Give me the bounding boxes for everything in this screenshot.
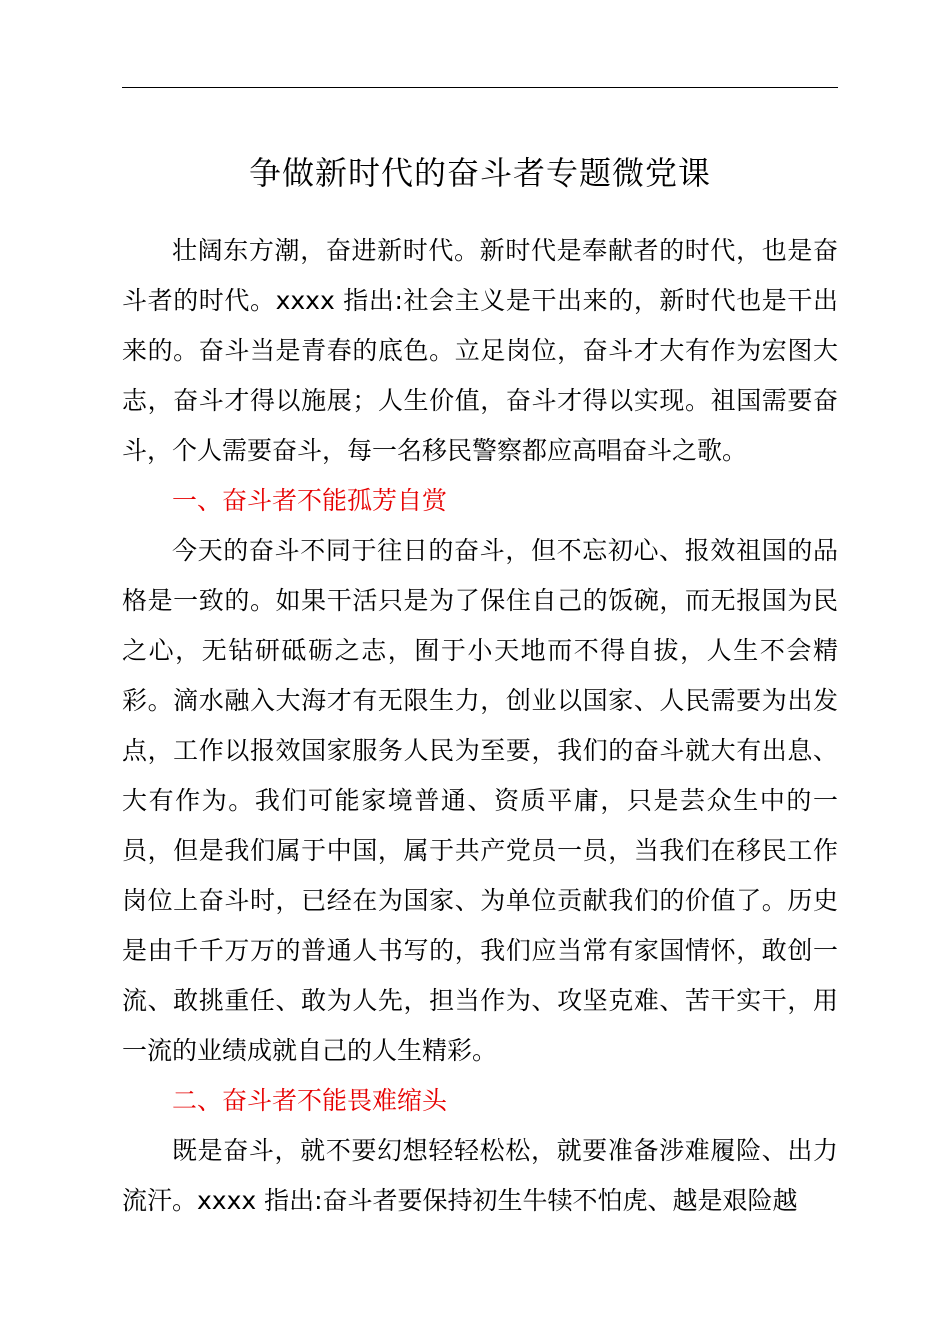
document-body xyxy=(122,226,838,1226)
header-rule xyxy=(122,87,838,88)
paragraph-section-2: 既是奋斗，就不要幻想轻轻松松，就要准备涉难履险、出力流汗。xxxx 指出:奋斗者要保持初生牛犊不怕虎、越是艰险越 xyxy=(122,1136,838,1215)
paragraph-intro: 壮阔东方潮，奋进新时代。新时代是奉献者的时代，也是奋斗者的时代。xxxx 指出:社会主义是干出来的，新时代也是干出来的。奋斗当是青春的底色。立足岗位，奋斗才大有作为宏图大志，奋斗才得以施展；人生价值，奋斗才得以实现。祖国需要奋斗，个人需要奋斗，每一名移民警察都应高唱奋斗之歌。 xyxy=(122,236,838,465)
section-heading-2: 二、奋斗者不能畏难缩头 xyxy=(172,1086,448,1115)
section-heading-1: 一、奋斗者不能孤芳自赏 xyxy=(172,486,448,515)
document-title: 争做新时代的奋斗者专题微党课 xyxy=(248,154,711,192)
paragraph-section-1: 今天的奋斗不同于往日的奋斗，但不忘初心、报效祖国的品格是一致的。如果干活只是为了保住自己的饭碗，而无报国为民之心，无钻研砥砺之志，囿于小天地而不得自拔，人生不会精彩。滴水融入大海才有无限生力，创业以国家、人民需要为出发点，工作以报效国家服务人民为至要，我们的奋斗就大有出息、大有作为。我们可能家境普通、资质平庸，只是芸众生中的一员，但是我们属于中国，属于共产党员一员，当我们在移民工作岗位上奋斗时，已经在为国家、为单位贡献我们的价值了。历史是由千千万万的普通人书写的，我们应当常有家国情怀，敢创一流、敢挑重任、敢为人先，担当作为、攻坚克难、苦干实干，用一流的业绩成就自己的人生精彩。 xyxy=(122,536,838,1065)
